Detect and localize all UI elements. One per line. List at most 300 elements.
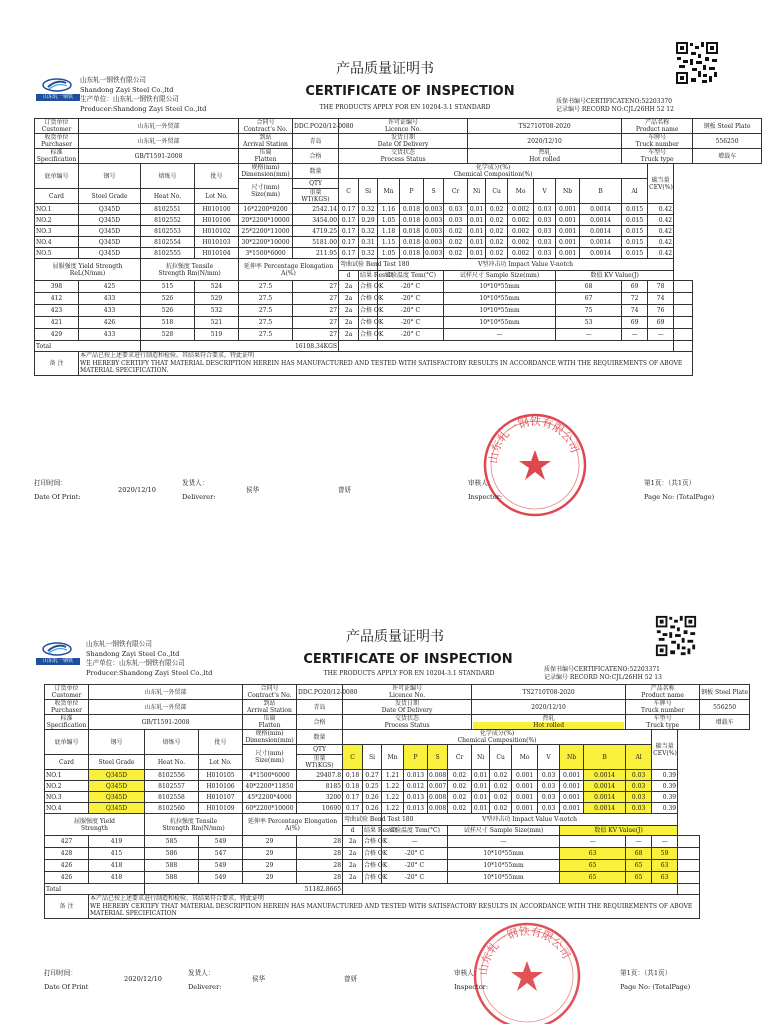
yield-value-2: 418: [89, 860, 145, 872]
spec-label: [35, 149, 79, 164]
kv-value: 65: [560, 872, 626, 884]
remark-line-1: 本产品已按上述要求进行制造和检验。其结果符合要求，特此证明: [80, 352, 255, 359]
card-number: NO.4: [45, 803, 89, 814]
kv-value: —: [560, 836, 626, 848]
steel-grade: Q345D: [79, 215, 141, 226]
col-chem-p: P: [404, 745, 428, 770]
certificate-number: 质保书编号CERTIFICATENO:52203370: [556, 98, 672, 105]
chem-p: 0.018: [400, 204, 424, 215]
col-card-cn: 底单编号: [35, 164, 79, 189]
chem-v: 0.03: [538, 770, 560, 781]
chem-v: 0.03: [534, 248, 556, 259]
process-label: [343, 715, 472, 730]
chem-v: 0.03: [538, 781, 560, 792]
arrival-label-line-2: Arrival Station: [247, 707, 292, 714]
col-cev: [648, 164, 674, 204]
col-chem-v: V: [534, 179, 556, 204]
chem-c: 0.17: [339, 226, 359, 237]
tensile-value: 526: [141, 293, 195, 305]
col-tensile-line-1: 抗拉强度 Tensile: [169, 817, 218, 825]
company-block: [80, 76, 206, 114]
purchaser-label: [35, 134, 79, 149]
tensile-value-2: 519: [195, 329, 239, 341]
svg-text:山东轧一钢铁有限公司: 山东轧一钢铁有限公司: [476, 924, 573, 976]
bend-result: 合格 OK: [359, 305, 378, 317]
elongation-value-2: 27: [293, 317, 339, 329]
spacer-cell: [674, 293, 693, 305]
kv-value: 65: [560, 860, 626, 872]
purchaser-label-line-2: Purchaser: [50, 707, 83, 714]
cev-value: 0.39: [652, 770, 678, 781]
chem-al: 0.03: [626, 781, 652, 792]
chem-cr: 0.02: [444, 248, 468, 259]
tensile-value: 588: [145, 872, 199, 884]
impact-temp: -20° C: [382, 860, 448, 872]
table-row: [35, 259, 762, 271]
elongation-value-2: 27: [293, 293, 339, 305]
chem-v: 0.03: [534, 237, 556, 248]
plate-size: 3*1500*6000: [239, 248, 293, 259]
col-chemical-line-1: 化学成分(%): [475, 164, 511, 171]
chem-cr: 0.03: [444, 204, 468, 215]
purchaser-label-line-1: 收货单位: [44, 134, 69, 141]
chem-mo: 0.001: [512, 803, 538, 814]
col-chem-c: C: [343, 745, 363, 770]
customer-label: [45, 685, 89, 700]
steel-grade: Q345D: [89, 770, 145, 781]
bend-result: 合格 OK: [359, 281, 378, 293]
deliverer-label-cn: 发货人：: [182, 479, 209, 487]
card-number: NO.2: [35, 215, 79, 226]
card-number: NO.3: [45, 792, 89, 803]
title-en: CERTIFICATE OF INSPECTION: [303, 652, 513, 667]
col-weight-line-1: 重量: [309, 189, 322, 196]
chem-ni: 0.01: [468, 226, 486, 237]
spacer-cell: [674, 305, 693, 317]
lot-number: H010104: [195, 248, 239, 259]
bend-d: 2a: [343, 860, 363, 872]
col-chem-nb: Nb: [556, 179, 580, 204]
chem-s: 0.003: [425, 205, 443, 213]
elongation-value: 27.5: [239, 317, 293, 329]
title-en: CERTIFICATE OF INSPECTION: [305, 84, 515, 99]
chem-ni: 0.01: [468, 215, 486, 226]
truck-value: 556250: [693, 134, 762, 149]
contract-value: DDC.PO20/12-0080: [293, 119, 339, 134]
spec-label-line-1: 标准: [60, 715, 73, 722]
chem-mo: 0.001: [512, 792, 538, 803]
col-impact: V型冲击功 Impact Value V-notch: [382, 814, 678, 826]
yield-value-2: 415: [89, 848, 145, 860]
truck-label: [626, 700, 700, 715]
col-yield-line-2: Strength: [81, 824, 108, 832]
chem-mn: 1.05: [378, 248, 400, 259]
weight: 29407.8: [297, 770, 343, 781]
purchaser-label-line-1: 收货单位: [54, 700, 79, 707]
plate-size: 60*2200*10000: [243, 803, 297, 814]
chem-cu: 0.02: [486, 248, 508, 259]
flatten-label: [243, 715, 297, 730]
total-label: Total: [45, 884, 145, 895]
chem-mo: 0.002: [508, 248, 534, 259]
heat-number: 8102552: [141, 215, 195, 226]
spacer-cell: [678, 872, 700, 884]
bend-d: 2a: [343, 848, 363, 860]
sample-size: —: [444, 329, 556, 341]
card-number: NO.1: [45, 770, 89, 781]
col-chemical-line-1: 化学成分(%): [479, 730, 515, 737]
kv-value: 63: [652, 860, 678, 872]
chem-si: 0.29: [359, 215, 378, 226]
bend-d: 2a: [339, 293, 359, 305]
table-row: [45, 700, 750, 715]
sample-size: 10*10*55mm: [444, 281, 556, 293]
arrival-value: 青岛: [297, 700, 343, 715]
chem-mn: 1.21: [382, 770, 404, 781]
kv-value: 53: [556, 317, 622, 329]
steel-grade: Q345D: [79, 204, 141, 215]
spec-label-line-2: Specification: [36, 156, 77, 163]
chem-cu: 0.02: [490, 803, 512, 814]
chem-al: 0.015: [622, 248, 648, 259]
weight: 10690: [297, 803, 343, 814]
kv-value: 67: [556, 293, 622, 305]
chem-ni: 0.01: [472, 803, 490, 814]
trucktype-label: [626, 715, 700, 730]
chem-ni: 0.01: [472, 770, 490, 781]
steel-grade: Q345D: [79, 237, 141, 248]
customer-label-line-2: Customer: [51, 692, 82, 699]
truck-label: [622, 134, 693, 149]
col-chemical-line-2: Chemical Composition(%): [457, 737, 537, 744]
cev-value: 0.42: [648, 215, 674, 226]
chem-nb: 0.001: [556, 237, 580, 248]
truck-label-line-1: 车牌号: [653, 700, 672, 707]
col-chem-mn: Mn: [378, 179, 400, 204]
heat-number: 8102554: [141, 237, 195, 248]
cev-value: 0.39: [652, 792, 678, 803]
chem-s: 0.007: [429, 782, 447, 790]
tensile-value: 586: [145, 848, 199, 860]
kv-value: 74: [622, 305, 648, 317]
remark-label: 备 注: [35, 352, 79, 376]
cev-value: 0.42: [648, 226, 674, 237]
remark-text: [89, 895, 700, 919]
chem-s: 0.008: [429, 771, 447, 779]
elongation-value: 29: [243, 872, 297, 884]
chem-si: 0.26: [363, 803, 382, 814]
total-label: Total: [35, 341, 141, 352]
col-chem-s: S: [428, 745, 448, 770]
arrival-label: [239, 134, 293, 149]
col-chem-ni: Ni: [472, 745, 490, 770]
spacer-cell: [678, 836, 700, 848]
lot-number: H010107: [199, 792, 243, 803]
chem-c: 0.17: [339, 248, 359, 259]
process-label: [339, 149, 468, 164]
col-heat-en: Heat No.: [141, 189, 195, 204]
plate-size: 4*1500*6000: [243, 770, 297, 781]
col-tensile-line-2: Strength Rm(N/mm): [162, 824, 225, 832]
producer-cn: 生产单位：山东轧一钢铁有限公司: [86, 659, 185, 667]
elongation-value-2: 27: [293, 329, 339, 341]
col-weight: [297, 755, 343, 770]
kv-value: 76: [648, 305, 674, 317]
kv-value: 59: [652, 848, 678, 860]
truck-label-line-2: Truck number: [640, 707, 685, 714]
chem-p: 0.013: [404, 792, 428, 803]
chem-nb: 0.001: [556, 248, 580, 259]
title-cn: 产品质量证明书: [346, 629, 444, 645]
deliverer-name: 侯华: [252, 975, 266, 983]
logo-swoosh-icon: [42, 78, 72, 92]
table-row: [35, 317, 762, 329]
col-cev-line-1: 碳当量: [655, 742, 674, 750]
contract-label-line-2: Contract's No.: [243, 126, 288, 133]
col-chem-b: B: [580, 179, 622, 204]
yield-value: 429: [35, 329, 79, 341]
col-dimension-line-2: Dimension(mm): [241, 171, 290, 178]
kv-value: —: [648, 329, 674, 341]
yield-value-2: 433: [79, 329, 141, 341]
lot-number: H010106: [199, 781, 243, 792]
spacer-cell: [674, 317, 693, 329]
yield-value: 421: [35, 317, 79, 329]
col-heat-cn: 熔炼号: [141, 164, 195, 189]
col-size: [239, 179, 293, 204]
spacer-cell: [674, 281, 693, 293]
deliverer-name: 侯华: [246, 486, 260, 494]
yield-value-2: 418: [89, 872, 145, 884]
company-logo: [36, 642, 80, 668]
yield-value: 427: [45, 836, 89, 848]
col-lot-en: Lot No.: [199, 755, 243, 770]
company-name-cn: 山东轧一钢铁有限公司: [80, 76, 146, 84]
chem-mo: 0.002: [508, 226, 534, 237]
product-label-line-1: 产品名称: [650, 685, 675, 692]
chem-p: 0.018: [400, 215, 424, 226]
kv-value: 63: [652, 872, 678, 884]
spec-label: [45, 715, 89, 730]
yield-value-2: 433: [79, 293, 141, 305]
elongation-value: 27.5: [239, 305, 293, 317]
col-chem-cr: Cr: [444, 179, 468, 204]
inspection-table: [34, 118, 762, 376]
delivery-label: [343, 700, 472, 715]
delivery-label-line-1: 发货日期: [395, 700, 420, 707]
bend-result: 合格 OK: [359, 293, 378, 305]
col-chem-mo: Mo: [512, 745, 538, 770]
heat-number: 8102558: [145, 792, 199, 803]
record-number: 记录编号 RECORD NO:CJL/26HH 52 13: [544, 674, 662, 681]
chem-mo: 0.001: [512, 781, 538, 792]
record-block: [556, 98, 674, 114]
producer-en: Producer:Shandong Zayi Steel Co.,ltd: [86, 668, 213, 677]
col-bend-d: d: [339, 271, 359, 281]
yield-value: 398: [35, 281, 79, 293]
col-grade-cn: 钢号: [79, 164, 141, 189]
chem-nb: 0.001: [556, 215, 580, 226]
footer: [44, 968, 756, 998]
bend-result: 合格 OK: [363, 848, 382, 860]
tensile-value-2: 524: [195, 281, 239, 293]
col-tensile: [141, 259, 239, 281]
col-elongation-line-1: 延伸率 Percentage Elongation: [247, 817, 338, 825]
col-sample: 试样尺寸 Sample Size(mm): [448, 826, 560, 836]
logo-text: 山东轧一钢铁: [36, 658, 80, 665]
trucktype-value: 增载车: [693, 149, 762, 164]
col-chem-s: S: [424, 179, 444, 204]
chem-cu: 0.02: [486, 204, 508, 215]
company-block: [86, 640, 212, 678]
chem-cr: 0.03: [444, 215, 468, 226]
spec-label-line-2: Specification: [46, 722, 87, 729]
table-row: [45, 685, 750, 700]
chem-mn: 1.15: [378, 237, 400, 248]
company-logo: [36, 78, 80, 104]
remark-line-1: 本产品已按上述要求进行制造和检验，其结果符合要求，特此证明: [90, 895, 265, 902]
cev-value: 0.42: [648, 248, 674, 259]
kv-value: —: [622, 329, 648, 341]
elongation-value: 29: [243, 848, 297, 860]
deliverer-label-en: Deliverer:: [188, 983, 222, 991]
chem-s: 0.003: [425, 227, 443, 235]
total-empty-2: [674, 341, 693, 352]
col-dimension: [243, 730, 297, 745]
chem-cu: 0.02: [490, 770, 512, 781]
col-qty: [297, 730, 343, 745]
process-label-line-1: 交货状态: [395, 715, 420, 722]
total-empty: [343, 884, 678, 895]
chem-b: 0.0014: [580, 226, 622, 237]
page-label-en: Page No: (TotalPage): [644, 493, 715, 501]
product-label-line-2: Product name: [635, 126, 679, 133]
delivery-label-line-2: Date Of Delivery: [381, 707, 433, 714]
product-label-line-2: Product name: [641, 692, 684, 699]
bend-result: 合格 OK: [363, 860, 382, 872]
impact-temp: -20° C: [378, 317, 444, 329]
purchaser-label-line-2: Purchaser: [40, 141, 73, 148]
deliverer-label-en: Deliverer:: [182, 493, 216, 501]
col-size-line-2: Size(mm): [255, 757, 284, 764]
col-chem-b: B: [584, 745, 626, 770]
kv-value: 65: [626, 872, 652, 884]
chem-mn: 1.22: [382, 803, 404, 814]
impact-temp: -20° C: [378, 281, 444, 293]
total-value: 51182.8665: [145, 884, 343, 895]
bend-d: 2a: [339, 329, 359, 341]
kv-value: —: [652, 836, 678, 848]
footer: [34, 478, 754, 506]
col-yield: [45, 814, 145, 836]
table-row: [45, 792, 750, 803]
certificate-2: [0, 600, 768, 1024]
table-row: [45, 781, 750, 792]
steel-grade: Q345D: [79, 226, 141, 237]
col-chemical: [339, 164, 648, 179]
kv-value: 75: [556, 305, 622, 317]
table-row: [35, 341, 762, 352]
col-weight-line-1: 重量: [313, 755, 326, 762]
table-row: [35, 237, 762, 248]
chem-b: 0.0014: [580, 248, 622, 259]
table-row: [45, 715, 750, 730]
trucktype-label: [622, 149, 693, 164]
flatten-label: [239, 149, 293, 164]
spacer-cell: [674, 329, 693, 341]
elongation-value-2: 28: [297, 860, 343, 872]
table-row: [45, 860, 750, 872]
col-qty-en: QTY: [293, 179, 339, 189]
product-value: 钢板 Steel Plate: [700, 685, 750, 700]
tensile-value: 518: [141, 317, 195, 329]
print-label-cn: 打印时间：: [34, 479, 67, 487]
yield-value-2: 425: [79, 281, 141, 293]
remark-line-2: WE HEREBY CERTIFY THAT MATERIAL DESCRIPTION HEREIN HAS MANUFACTURED AND TESTED WITH SATISFACTORY RESULTS IN ACCORDANCE WITH THE REQUIREMENTS OF ABOVE MATERIAL SPECIFICATION: [90, 902, 693, 917]
inspector-label-cn: 审核人：: [468, 479, 495, 487]
col-kv: 数值 KV Value(J): [560, 826, 678, 836]
chem-mo: 0.001: [512, 770, 538, 781]
trucktype-label-line-1: 车型号: [653, 715, 672, 722]
yield-value: 426: [45, 872, 89, 884]
chem-si: 0.32: [359, 226, 378, 237]
product-label: [622, 119, 693, 134]
chem-p: 0.012: [404, 781, 428, 792]
chem-c: 0.17: [339, 215, 359, 226]
chem-ni: 0.01: [468, 204, 486, 215]
customer-value: 山东轧一外贸部: [79, 119, 239, 134]
weight: 211.95: [293, 248, 339, 259]
col-yield-line-2: ReL(N/mm): [69, 269, 106, 277]
flatten-label-line-2: Flatten: [254, 156, 277, 163]
card-number: NO.2: [45, 781, 89, 792]
chem-mn: 1.18: [378, 226, 400, 237]
table-row: [45, 836, 750, 848]
table-row: [45, 884, 750, 895]
chem-mo: 0.002: [508, 215, 534, 226]
chem-al: 0.03: [626, 803, 652, 814]
chem-c: 0.18: [343, 770, 363, 781]
plate-size: 16*2200*9200: [239, 204, 293, 215]
total-empty: [339, 341, 674, 352]
kv-value: 72: [622, 293, 648, 305]
yield-value: 423: [35, 305, 79, 317]
chem-mo: 0.002: [508, 237, 534, 248]
flatten-label-line-2: Flatten: [258, 722, 281, 729]
flatten-value: 合格: [297, 715, 343, 730]
chem-nb: 0.001: [560, 803, 584, 814]
spacer-cell: [678, 860, 700, 872]
flatten-label-line-1: 压扁: [263, 715, 276, 722]
chem-cr: 0.02: [448, 803, 472, 814]
yield-value: 426: [45, 860, 89, 872]
sample-size: 10*10*55mm: [444, 317, 556, 329]
process-label-line-1: 交货状态: [391, 149, 416, 156]
chem-mn: 1.05: [378, 215, 400, 226]
weight: 2542.14: [293, 204, 339, 215]
arrival-label-line-2: Arrival Station: [243, 141, 288, 148]
chem-ni: 0.01: [472, 792, 490, 803]
qr-code-icon: [674, 40, 720, 86]
licence-label: [343, 685, 472, 700]
bend-d: 2a: [339, 317, 359, 329]
col-kv: 数值 KV Value(J): [556, 271, 674, 281]
kv-value: —: [556, 329, 622, 341]
table-row: [35, 164, 762, 179]
heat-number: 8102556: [145, 770, 199, 781]
col-cev-line-2: CEV(%): [653, 749, 677, 757]
trucktype-label-line-2: Truck type: [640, 156, 674, 163]
